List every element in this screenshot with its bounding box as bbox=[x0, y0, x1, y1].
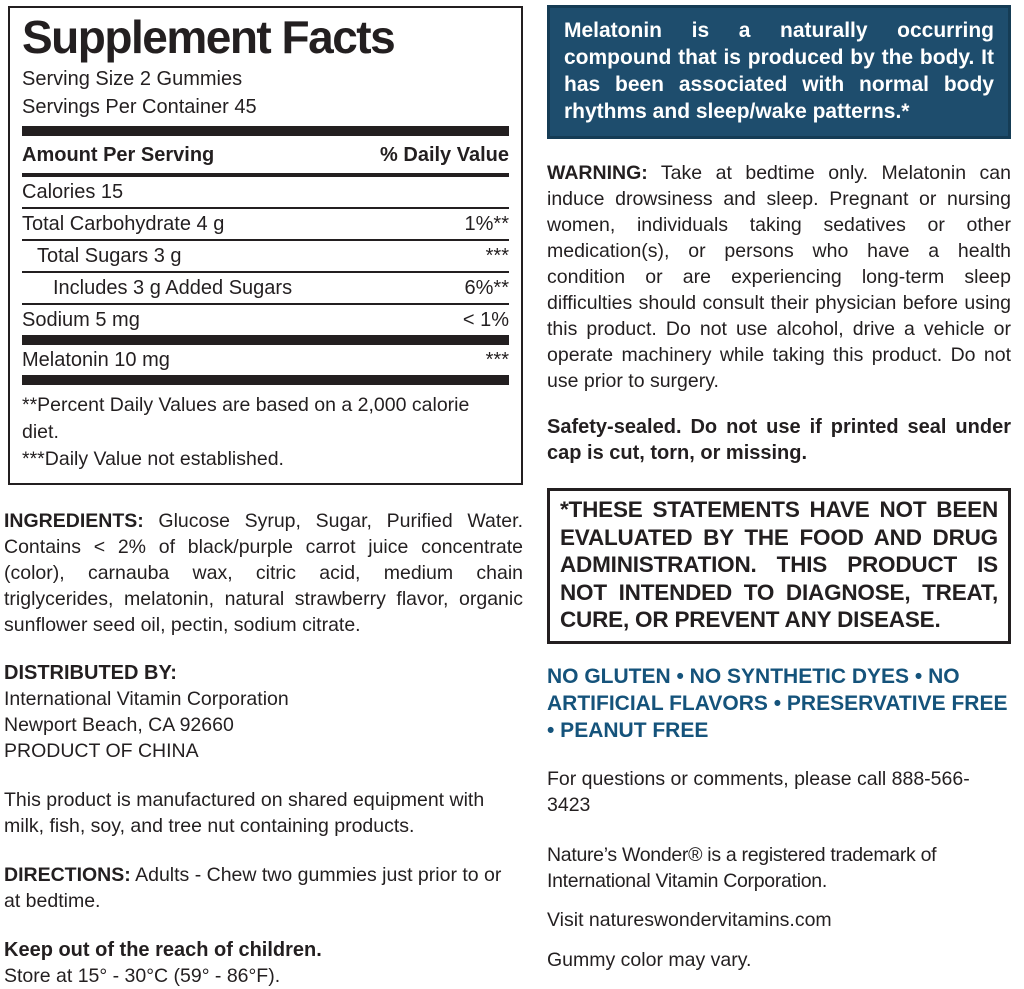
product-origin: PRODUCT OF CHINA bbox=[4, 739, 199, 762]
row-value: 1%** bbox=[464, 212, 509, 235]
ingredients-paragraph bbox=[4, 508, 523, 638]
safety-seal-notice: Safety-sealed. Do not use if printed seal under cap is cut, torn, or missing. bbox=[547, 416, 1011, 464]
supplement-facts-panel bbox=[8, 6, 523, 485]
row-value: *** bbox=[485, 244, 509, 267]
warning-label: WARNING: bbox=[547, 162, 648, 184]
warning-paragraph bbox=[547, 160, 1011, 394]
table-row-sodium bbox=[22, 305, 509, 335]
ingredients-label: INGREDIENTS: bbox=[4, 509, 144, 532]
footnote-not-established: ***Daily Value not established. bbox=[22, 447, 284, 470]
row-label: Includes 3 g Added Sugars bbox=[53, 276, 293, 299]
table-row-added-sugars bbox=[22, 273, 509, 305]
row-label: Calories 15 bbox=[22, 180, 124, 203]
table-row-total-sugars bbox=[22, 241, 509, 273]
directions-text: Adults - Chew two gummies just prior to or at bedtime. bbox=[4, 863, 502, 912]
supplement-facts-title: Supplement Facts bbox=[22, 11, 395, 63]
row-label: Total Sugars 3 g bbox=[37, 244, 182, 267]
thick-rule bbox=[22, 375, 509, 385]
table-row-carbohydrate bbox=[22, 209, 509, 241]
table-row-calories bbox=[22, 177, 509, 209]
row-value: < 1% bbox=[462, 308, 509, 331]
row-label: Sodium 5 mg bbox=[22, 308, 140, 331]
melatonin-description-box: Melatonin is a naturally occurring compound that is produced by the body. It has been associated with normal body rhythms and sleep/wake patterns.* bbox=[547, 5, 1011, 139]
trademark-notice: Nature’s Wonder® is a registered trademark of International Vitamin Corporation. bbox=[547, 843, 937, 892]
directions-label: DIRECTIONS: bbox=[4, 863, 131, 886]
warning-text: Take at bedtime only. Melatonin can induce drowsiness and sleep. Pregnant or nursing women, individuals taking sedatives or other medication(s), or persons who have a health condition or are experiencing long-term sleep difficulties should consult their physician before using this product. Do not use alcohol, drive a vehicle or operate machinery while taking this product. Do not use prior to surgery. bbox=[547, 162, 1011, 392]
serving-size: Serving Size 2 Gummies bbox=[22, 67, 243, 90]
row-value: 6%** bbox=[464, 276, 509, 299]
row-label: Total Carbohydrate 4 g bbox=[22, 212, 225, 235]
servings-per-container: Servings Per Container 45 bbox=[22, 95, 257, 118]
facts-header-row bbox=[22, 136, 509, 177]
right-column bbox=[547, 5, 1011, 973]
fda-disclaimer-box: *THESE STATEMENTS HAVE NOT BEEN EVALUATED BY THE FOOD AND DRUG ADMINISTRATION. THIS PRODUCT IS NOT INTENDED TO DIAGNOSE, TREAT, CURE, OR PREVENT ANY DISEASE. bbox=[547, 488, 1011, 644]
table-row-melatonin bbox=[22, 345, 509, 375]
website-line: Visit natureswondervitamins.com bbox=[547, 908, 832, 931]
thick-rule bbox=[22, 335, 509, 345]
daily-value-label: % Daily Value bbox=[380, 143, 509, 166]
distributed-by-label: DISTRIBUTED BY: bbox=[4, 661, 177, 684]
gummy-color-note: Gummy color may vary. bbox=[547, 948, 752, 971]
ingredients-text: Glucose Syrup, Sugar, Purified Water. Contains < 2% of black/purple carrot juice concentrate (color), carnauba wax, citric acid, medium chain triglycerides, melatonin, natural strawberry flavor, organic sunflower seed oil, pectin, sodium citrate. bbox=[4, 509, 523, 636]
footnote-daily-values: **Percent Daily Values are based on a 2,000 calorie diet. bbox=[22, 393, 470, 443]
shared-equipment-note: This product is manufactured on shared equipment with milk, fish, soy, and tree nut containing products. bbox=[4, 788, 485, 837]
row-value: *** bbox=[485, 348, 509, 371]
keep-out-of-reach-warning: Keep out of the reach of children. bbox=[4, 938, 322, 961]
left-column bbox=[4, 6, 523, 989]
customer-service-phone: For questions or comments, please call 888-566-3423 bbox=[547, 767, 970, 816]
distributor-name: International Vitamin Corporation bbox=[4, 687, 289, 710]
amount-per-serving-label: Amount Per Serving bbox=[22, 143, 215, 166]
row-label: Melatonin 10 mg bbox=[22, 348, 170, 371]
storage-instructions: Store at 15° - 30°C (59° - 86°F). bbox=[4, 964, 281, 987]
distributor-city: Newport Beach, CA 92660 bbox=[4, 713, 234, 736]
product-claims: NO GLUTEN • NO SYNTHETIC DYES • NO ARTIFICIAL FLAVORS • PRESERVATIVE FREE • PEANUT FREE bbox=[547, 664, 1008, 742]
thick-rule bbox=[22, 126, 509, 136]
directions-paragraph bbox=[4, 862, 523, 914]
